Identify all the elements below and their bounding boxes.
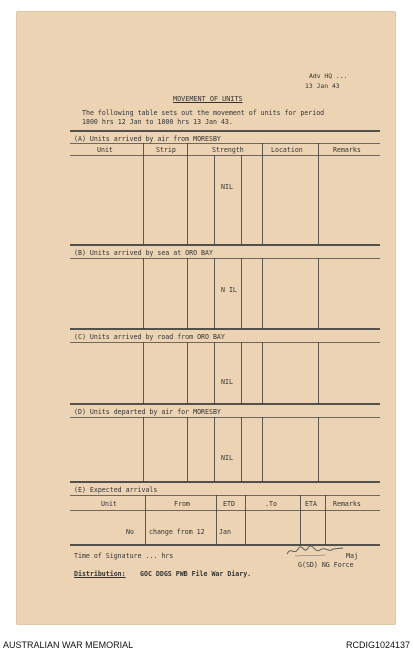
section-b-heading: (B) Units arrived by sea at ORO BAY xyxy=(74,249,213,257)
exp-row-jan: Jan xyxy=(219,528,231,536)
signer-unit: G(SD) NG Force xyxy=(298,561,354,569)
section-c-heading: (C) Units arrived by road from ORO BAY xyxy=(74,333,225,341)
section-e-top-rule xyxy=(70,495,380,496)
header-reference: Adv HQ ... xyxy=(309,72,348,80)
section-c-value: NIL xyxy=(221,378,233,386)
section-b-top-rule xyxy=(70,258,380,259)
column-divider xyxy=(214,342,215,404)
exp-col-remarks: Remarks xyxy=(333,500,361,508)
section-e-heading: (E) Expected arrivals xyxy=(74,486,158,494)
section-a-bottom-rule xyxy=(70,244,380,246)
section-a-heading: (A) Units arrived by air from MORESBY xyxy=(74,135,221,143)
column-divider xyxy=(216,495,217,545)
column-divider xyxy=(262,143,263,245)
header-date: 13 Jan 43 xyxy=(305,82,340,90)
col-remarks: Remarks xyxy=(333,146,361,154)
col-location: Location xyxy=(271,146,303,154)
column-divider xyxy=(318,417,319,482)
handwritten-signature xyxy=(285,544,347,558)
section-d-value: NIL xyxy=(221,454,233,462)
column-divider xyxy=(187,417,188,482)
section-c-bottom-rule xyxy=(70,403,380,405)
col-strength: Strength xyxy=(212,146,244,154)
column-divider xyxy=(214,417,215,482)
column-divider xyxy=(245,495,246,545)
exp-col-etd: ETD xyxy=(223,500,235,508)
exp-row-change: change from 12 xyxy=(149,528,205,536)
column-divider xyxy=(241,417,242,482)
column-divider xyxy=(214,258,215,329)
column-divider xyxy=(143,417,144,482)
column-divider xyxy=(262,342,263,404)
section-b-value: N IL xyxy=(221,286,237,294)
exp-col-to: .To xyxy=(265,500,277,508)
column-divider xyxy=(187,258,188,329)
table-header-rule-bottom xyxy=(70,155,380,156)
distribution-text: GOC DDGS PWB File War Diary. xyxy=(140,570,252,578)
column-divider xyxy=(241,155,242,245)
column-divider xyxy=(241,342,242,404)
col-unit: Unit xyxy=(97,146,113,154)
column-divider xyxy=(145,495,146,545)
exp-row-no: No xyxy=(126,528,134,536)
intro-line-2: 1800 hrs 12 Jan to 1800 hrs 13 Jan 43. xyxy=(82,118,233,126)
exp-header-rule xyxy=(70,510,380,511)
column-divider xyxy=(187,143,188,245)
signer-rank: Maj xyxy=(346,552,358,560)
footer-record-id: RCDIG1024137 xyxy=(345,640,410,650)
column-divider xyxy=(143,342,144,404)
table-header-rule-top xyxy=(70,143,380,144)
archive-footer xyxy=(0,636,413,654)
exp-col-eta: ETA xyxy=(305,500,317,508)
divider-rule xyxy=(70,130,380,132)
section-d-heading: (D) Units departed by air for MORESBY xyxy=(74,408,221,416)
section-d-top-rule xyxy=(70,417,380,418)
section-a-value: NIL xyxy=(221,183,233,191)
column-divider xyxy=(187,342,188,404)
column-divider xyxy=(241,258,242,329)
section-b-bottom-rule xyxy=(70,328,380,330)
column-divider xyxy=(318,143,319,245)
exp-col-from: From xyxy=(174,500,190,508)
column-divider xyxy=(143,258,144,329)
document-title: MOVEMENT OF UNITS xyxy=(173,95,243,103)
document-page xyxy=(16,11,396,625)
col-strip: Strip xyxy=(156,146,176,154)
section-d-bottom-rule xyxy=(70,481,380,483)
intro-line-1: The following table sets out the movement of units for period xyxy=(82,109,325,117)
column-divider xyxy=(300,495,301,545)
column-divider xyxy=(262,258,263,329)
column-divider xyxy=(262,417,263,482)
footer-archive-name: AUSTRALIAN WAR MEMORIAL xyxy=(3,640,134,650)
time-of-signature: Time of Signature ... hrs xyxy=(74,552,174,560)
exp-col-unit: Unit xyxy=(101,500,117,508)
column-divider xyxy=(214,155,215,245)
distribution-label: Distribution: xyxy=(74,570,126,578)
column-divider xyxy=(318,258,319,329)
column-divider xyxy=(318,342,319,404)
section-c-top-rule xyxy=(70,342,380,343)
column-divider xyxy=(143,143,144,245)
column-divider xyxy=(325,495,326,545)
